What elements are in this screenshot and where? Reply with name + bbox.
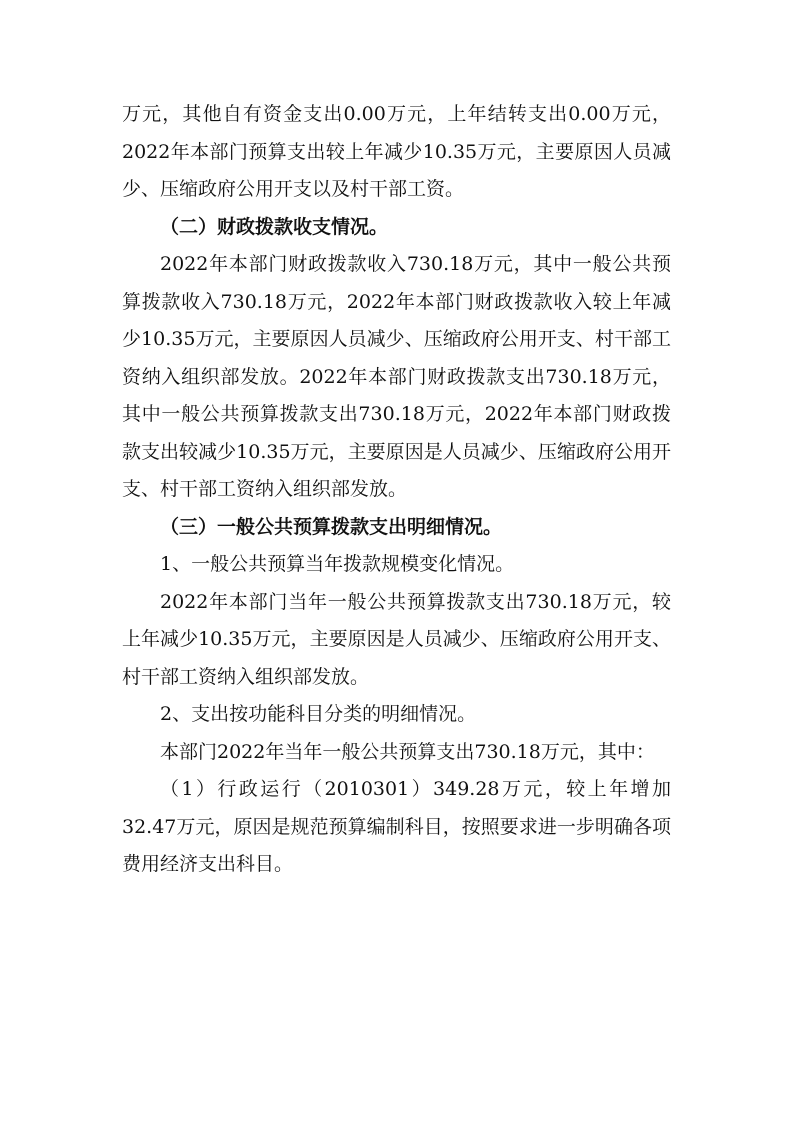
paragraph-administrative-operation: （1）行政运行（2010301）349.28万元，较上年增加32.47万元，原因是规范预算编制科目，按照要求进一步明确各项费用经济支出科目。 (122, 778, 671, 875)
heading-general-public-budget-detail: （三）一般公共预算拨款支出明细情况。 (160, 515, 503, 538)
paragraph-appropriation-scale-change: 2022年本部门当年一般公共预算拨款支出730.18万元，较上年减少10.35万元，主要原因是人员减少、压缩政府公用开支、村干部工资纳入组织部发放。 (122, 590, 671, 688)
subheading-appropriation-scale-change: 1、一般公共预算当年拨款规模变化情况。 (160, 553, 515, 575)
paragraph-fiscal-appropriation: 2022年本部门财政拨款收入730.18万元，其中一般公共预算拨款收入730.18万元，2022年本部门财政拨款收入较上年减少10.35万元，主要原因人员减少、压缩政府公用开支、村干部工资纳入组织部发放。2022年本部门财政拨款支出730.18万元，其中一般公共预算拨款支出730.18万元，2022年本部门财政拨款支出较减少10.35万元，主要原因是人员减少、压缩政府公用开支、村干部工资纳入组织部发放。 (122, 253, 671, 500)
heading-fiscal-appropriation: （二）财政拨款收支情况。 (160, 215, 389, 238)
subheading-functional-classification: 2、支出按功能科目分类的明细情况。 (160, 703, 477, 725)
document-body (122, 96, 671, 884)
paragraph-functional-classification: 本部门2022年当年一般公共预算支出730.18万元，其中： (160, 740, 655, 763)
paragraph-budget-expenditure-continued: 万元，其他自有资金支出0.00万元，上年结转支出0.00万元，2022年本部门预算支出较上年减少10.35万元，主要原因人员减少、压缩政府公用开支以及村干部工资。 (122, 103, 671, 200)
